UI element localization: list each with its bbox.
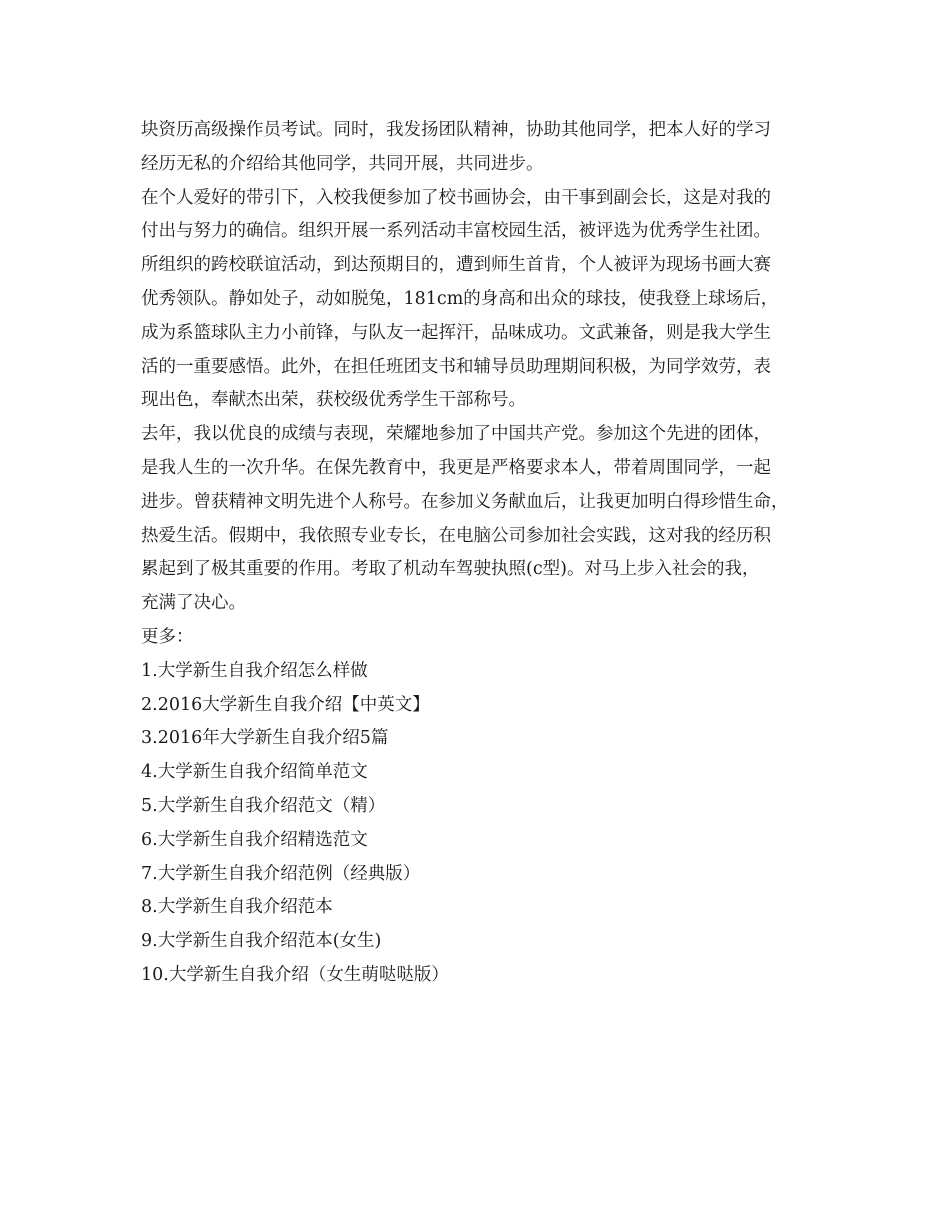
more-item[interactable]: 6.大学新生自我介绍精选范文 (141, 829, 368, 850)
more-list (141, 655, 821, 993)
more-item[interactable]: 7.大学新生自我介绍范例（经典版） (141, 863, 421, 884)
more-item[interactable]: 3.2016年大学新生自我介绍5篇 (141, 728, 389, 749)
paragraph-hobbies: 在个人爱好的带引下，入校我便参加了校书画协会，由干事到副会长，这是对我的 付出与努力的确信。组织开展一系列活动丰富校园生活，被评选为优秀学生社团。 所组织的跨校联谊活动，到达预期目的，遭到师生首肯，个人被评为现场书画大赛 优秀领队。静如处子，动如脱兔，181cm的身高和出众的球技，使我登上球场后， 成为系篮球队主力小前锋，与队友一起挥汗，品味成功。文武兼备，则是我大学生 活的一重要感悟。此外，在担任班团支书和辅导员助理期间积极，为同学效劳，表 现出色，奉献杰出荣，获校级优秀学生干部称号。 (141, 187, 779, 411)
more-item[interactable]: 8.大学新生自我介绍范本 (141, 897, 333, 918)
paragraph-party: 去年，我以优良的成绩与表现，荣耀地参加了中国共产党。参加这个先进的团体， 是我人生的一次升华。在保先教育中，我更是严格要求本人，带着周围同学，一起 进步。曾获精神文明先进个人称号。在参加义务献血后，让我更加明白得珍惜生命， 热爱生活。假期中，我依照专业专长，在电脑公司参加社会实践，这对我的经历积 累起到了极其重要的作用。考取了机动车驾驶执照(c型)。对马上步入社会的我， 充满了决心。 (141, 424, 789, 614)
more-item[interactable]: 9.大学新生自我介绍范本(女生) (141, 931, 382, 952)
more-item[interactable]: 4.大学新生自我介绍简单范文 (141, 762, 368, 783)
more-item[interactable]: 1.大学新生自我介绍怎么样做 (141, 660, 368, 681)
more-heading: 更多： (141, 626, 194, 647)
more-item[interactable]: 2.2016大学新生自我介绍【中英文】 (141, 694, 430, 715)
document-body (141, 114, 821, 993)
more-item[interactable]: 10.大学新生自我介绍（女生萌哒哒版） (141, 964, 449, 985)
more-item[interactable]: 5.大学新生自我介绍范文（精） (141, 795, 386, 816)
paragraph-study: 块资历高级操作员考试。同时，我发扬团队精神，协助其他同学，把本人好的学习 经历无私的介绍给其他同学，共同开展，共同进步。 (141, 120, 771, 174)
